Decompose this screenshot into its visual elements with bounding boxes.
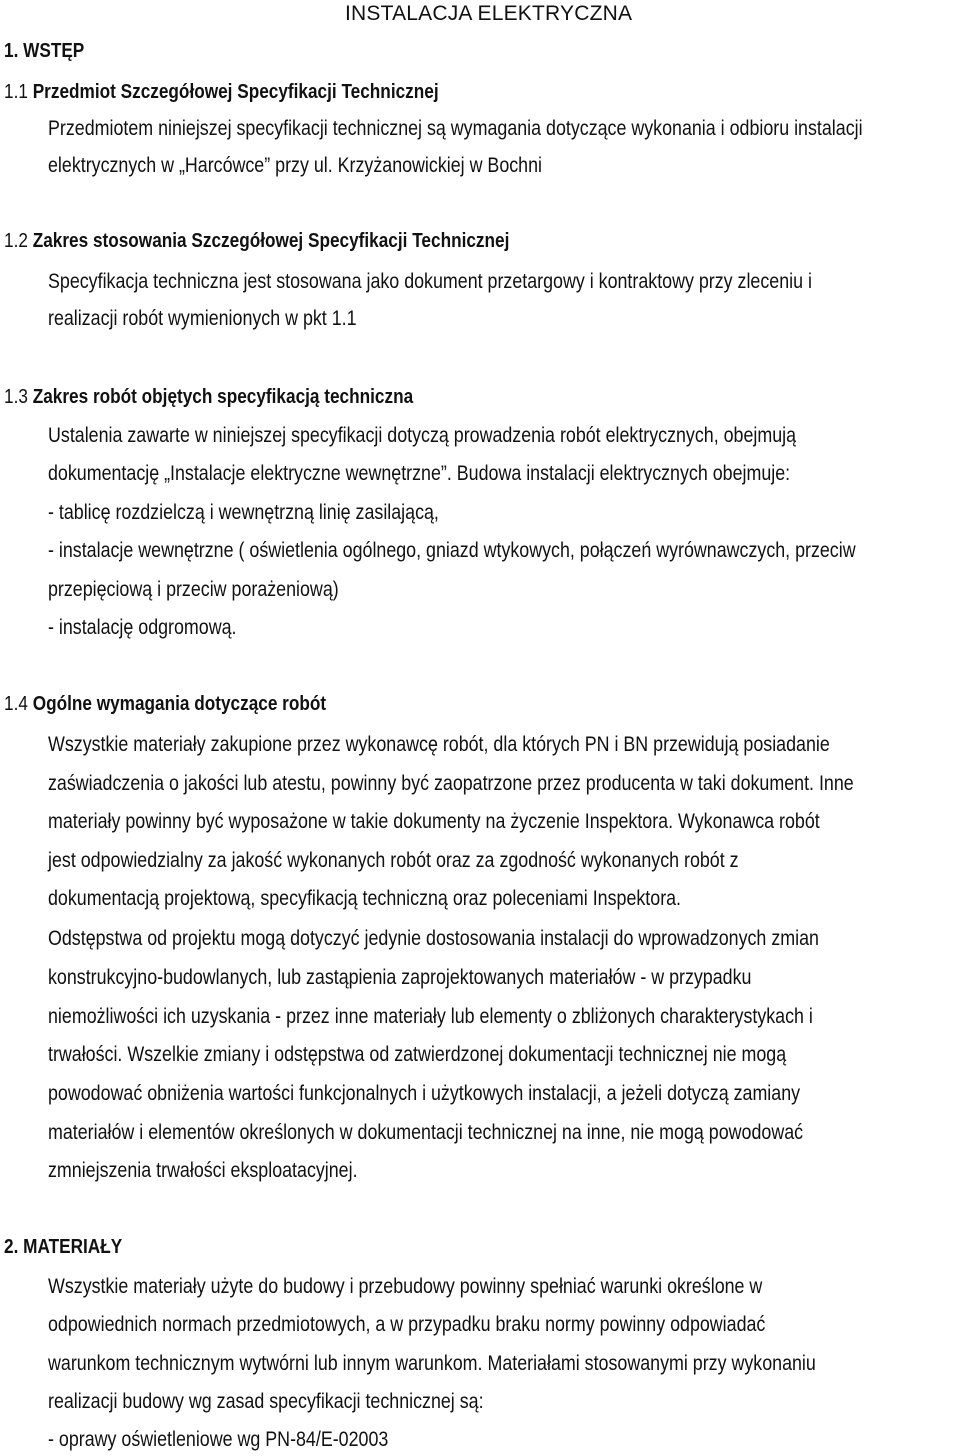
section-2-heading: 2. MATERIAŁY xyxy=(4,1236,123,1258)
paragraph-line: dokumentację „Instalacje elektryczne wewnętrzne”. Budowa instalacji elektrycznych obejmuje: xyxy=(48,462,791,485)
paragraph-line: elektrycznych w „Harcówce” przy ul. Krzyżanowickiej w Bochni xyxy=(48,154,542,177)
paragraph-line: realizacji robót wymienionych w pkt 1.1 xyxy=(48,307,357,330)
section-1-1-heading xyxy=(4,81,439,104)
list-item: - instalacje wewnętrzne ( oświetlenia ogólnego, gniazd wtykowych, połączeń wyrównawczych, przeciw xyxy=(48,539,856,562)
paragraph-line: Ustalenia zawarte w niniejszej specyfikacji dotyczą prowadzenia robót elektrycznych, obejmują xyxy=(48,424,797,447)
section-1-3-heading xyxy=(4,386,413,409)
paragraph-line: dokumentacją projektową, specyfikacją techniczną oraz poleceniami Inspektora. xyxy=(48,887,682,910)
list-item: - oprawy oświetleniowe wg PN-84/E-02003 xyxy=(48,1428,389,1451)
section-1-4-title: Ogólne wymagania dotyczące robót xyxy=(27,693,327,715)
section-1-heading: 1. WSTĘP xyxy=(4,40,85,62)
paragraph-line: zaświadczenia o jakości lub atestu, powinny być zaopatrzone przez producenta w taki dokument. Inne xyxy=(48,772,854,795)
paragraph-line: przepięciową i przeciw porażeniową) xyxy=(48,578,339,601)
section-1-2-number: 1.2 xyxy=(4,230,28,252)
list-item: - tablicę rozdzielczą i wewnętrzną linię zasilającą, xyxy=(48,501,439,524)
document-title: INSTALACJA ELEKTRYCZNA xyxy=(345,2,633,25)
section-1-4-number: 1.4 xyxy=(4,693,28,715)
section-1-1-title: Przedmiot Szczegółowej Specyfikacji Technicznej xyxy=(27,81,439,103)
list-item: - instalację odgromową. xyxy=(48,616,237,639)
section-1-3-title: Zakres robót objętych specyfikacją techniczna xyxy=(27,386,414,408)
paragraph-line: materiały powinny być wyposażone w takie dokumenty na życzenie Inspektora. Wykonawca robót xyxy=(48,810,820,833)
paragraph-line: powodować obniżenia wartości funkcjonalnych i użytkowych instalacji, a jeżeli dotyczą zamiany xyxy=(48,1082,801,1105)
paragraph-line: konstrukcyjno-budowlanych, lub zastąpienia zaprojektowanych materiałów - w przypadku xyxy=(48,966,752,989)
paragraph-line: Wszystkie materiały użyte do budowy i przebudowy powinny spełniać warunki określone w xyxy=(48,1275,763,1298)
paragraph-line: Przedmiotem niniejszej specyfikacji technicznej są wymagania dotyczące wykonania i odbioru instalacji xyxy=(48,117,863,140)
section-1-3-number: 1.3 xyxy=(4,386,28,408)
paragraph-line: niemożliwości ich uzyskania - przez inne materiały lub elementy o zbliżonych charakterystykach i xyxy=(48,1005,813,1028)
paragraph-line: Specyfikacja techniczna jest stosowana jako dokument przetargowy i kontraktowy przy zleceniu i xyxy=(48,270,812,293)
paragraph-line: Odstępstwa od projektu mogą dotyczyć jedynie dostosowania instalacji do wprowadzonych zmian xyxy=(48,927,819,950)
paragraph-line: materiałów i elementów określonych w dokumentacji technicznej na inne, nie mogą powodować xyxy=(48,1121,804,1144)
paragraph-line: Wszystkie materiały zakupione przez wykonawcę robót, dla których PN i BN przewidują posiadanie xyxy=(48,733,830,756)
paragraph-line: warunkom technicznym wytwórni lub innym warunkom. Materiałami stosowanymi przy wykonaniu xyxy=(48,1352,816,1375)
section-1-2-title: Zakres stosowania Szczegółowej Specyfikacji Technicznej xyxy=(27,230,510,252)
paragraph-line: jest odpowiedzialny za jakość wykonanych robót oraz za zgodność wykonanych robót z xyxy=(48,849,739,872)
section-1-4-heading xyxy=(4,693,326,716)
section-1-2-heading xyxy=(4,230,509,253)
paragraph-line: zmniejszenia trwałości eksploatacyjnej. xyxy=(48,1159,358,1182)
paragraph-line: odpowiednich normach przedmiotowych, a w przypadku braku normy powinny odpowiadać xyxy=(48,1313,766,1336)
paragraph-line: trwałości. Wszelkie zmiany i odstępstwa od zatwierdzonej dokumentacji technicznej nie mogą xyxy=(48,1043,787,1066)
paragraph-line: realizacji budowy wg zasad specyfikacji technicznej są: xyxy=(48,1390,484,1413)
section-1-1-number: 1.1 xyxy=(4,81,28,103)
